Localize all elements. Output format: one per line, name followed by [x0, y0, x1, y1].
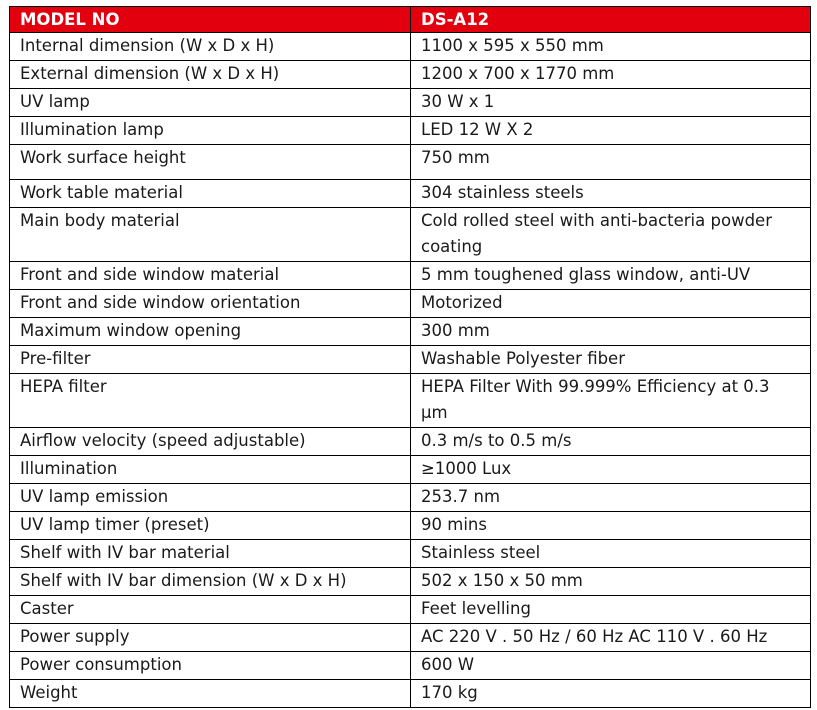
spec-label: Shelf with IV bar dimension (W x D x H) — [10, 568, 411, 596]
spec-value: 253.7 nm — [411, 484, 811, 512]
table-row — [10, 596, 811, 624]
spec-label: External dimension (W x D x H) — [10, 61, 411, 89]
spec-label: HEPA filter — [10, 374, 411, 428]
spec-label: Main body material — [10, 208, 411, 262]
table-row — [10, 680, 811, 708]
spec-value: 0.3 m/s to 0.5 m/s — [411, 428, 811, 456]
table-row — [10, 208, 811, 262]
spec-label: Front and side window material — [10, 262, 411, 290]
spec-value: Washable Polyester fiber — [411, 346, 811, 374]
spec-value: Motorized — [411, 290, 811, 318]
spec-label: Maximum window opening — [10, 318, 411, 346]
table-row — [10, 374, 811, 428]
spec-label: UV lamp timer (preset) — [10, 512, 411, 540]
table-row — [10, 568, 811, 596]
table-row — [10, 512, 811, 540]
spec-label: Power consumption — [10, 652, 411, 680]
spec-value: HEPA Filter With 99.999% Efficiency at 0.3 µm — [411, 374, 811, 428]
header-row — [10, 7, 811, 33]
spec-value: 304 stainless steels — [411, 180, 811, 208]
table-row — [10, 318, 811, 346]
spec-value: 5 mm toughened glass window, anti-UV — [411, 262, 811, 290]
spec-table — [9, 6, 811, 708]
spec-value: 600 W — [411, 652, 811, 680]
spec-label: Work surface height — [10, 145, 411, 180]
table-row — [10, 262, 811, 290]
spec-value: 502 x 150 x 50 mm — [411, 568, 811, 596]
table-row — [10, 145, 811, 180]
spec-label: Power supply — [10, 624, 411, 652]
table-row — [10, 33, 811, 61]
table-row — [10, 652, 811, 680]
table-row — [10, 484, 811, 512]
spec-label: Illumination — [10, 456, 411, 484]
table-row — [10, 89, 811, 117]
header-model-no: MODEL NO — [10, 7, 411, 33]
table-row — [10, 346, 811, 374]
spec-label: Illumination lamp — [10, 117, 411, 145]
table-row — [10, 180, 811, 208]
spec-value: 30 W x 1 — [411, 89, 811, 117]
spec-label: Work table material — [10, 180, 411, 208]
table-row — [10, 540, 811, 568]
table-row — [10, 456, 811, 484]
table-row — [10, 61, 811, 89]
spec-label: Shelf with IV bar material — [10, 540, 411, 568]
spec-value: Cold rolled steel with anti-bacteria powder coating — [411, 208, 811, 262]
spec-label: Front and side window orientation — [10, 290, 411, 318]
spec-value: 750 mm — [411, 145, 811, 180]
spec-value: 90 mins — [411, 512, 811, 540]
spec-value: 300 mm — [411, 318, 811, 346]
spec-value: Stainless steel — [411, 540, 811, 568]
table-row — [10, 290, 811, 318]
spec-label: Weight — [10, 680, 411, 708]
spec-value: Feet levelling — [411, 596, 811, 624]
table-row — [10, 428, 811, 456]
spec-label: Caster — [10, 596, 411, 624]
spec-label: UV lamp — [10, 89, 411, 117]
spec-value: 1100 x 595 x 550 mm — [411, 33, 811, 61]
spec-label: Internal dimension (W x D x H) — [10, 33, 411, 61]
header-model-value: DS-A12 — [411, 7, 811, 33]
spec-value: 170 kg — [411, 680, 811, 708]
spec-value: ≥1000 Lux — [411, 456, 811, 484]
table-row — [10, 117, 811, 145]
spec-value: LED 12 W X 2 — [411, 117, 811, 145]
table-row — [10, 624, 811, 652]
spec-label: Airflow velocity (speed adjustable) — [10, 428, 411, 456]
spec-value: AC 220 V . 50 Hz / 60 Hz AC 110 V . 60 Hz — [411, 624, 811, 652]
spec-label: UV lamp emission — [10, 484, 411, 512]
spec-label: Pre-filter — [10, 346, 411, 374]
spec-value: 1200 x 700 x 1770 mm — [411, 61, 811, 89]
